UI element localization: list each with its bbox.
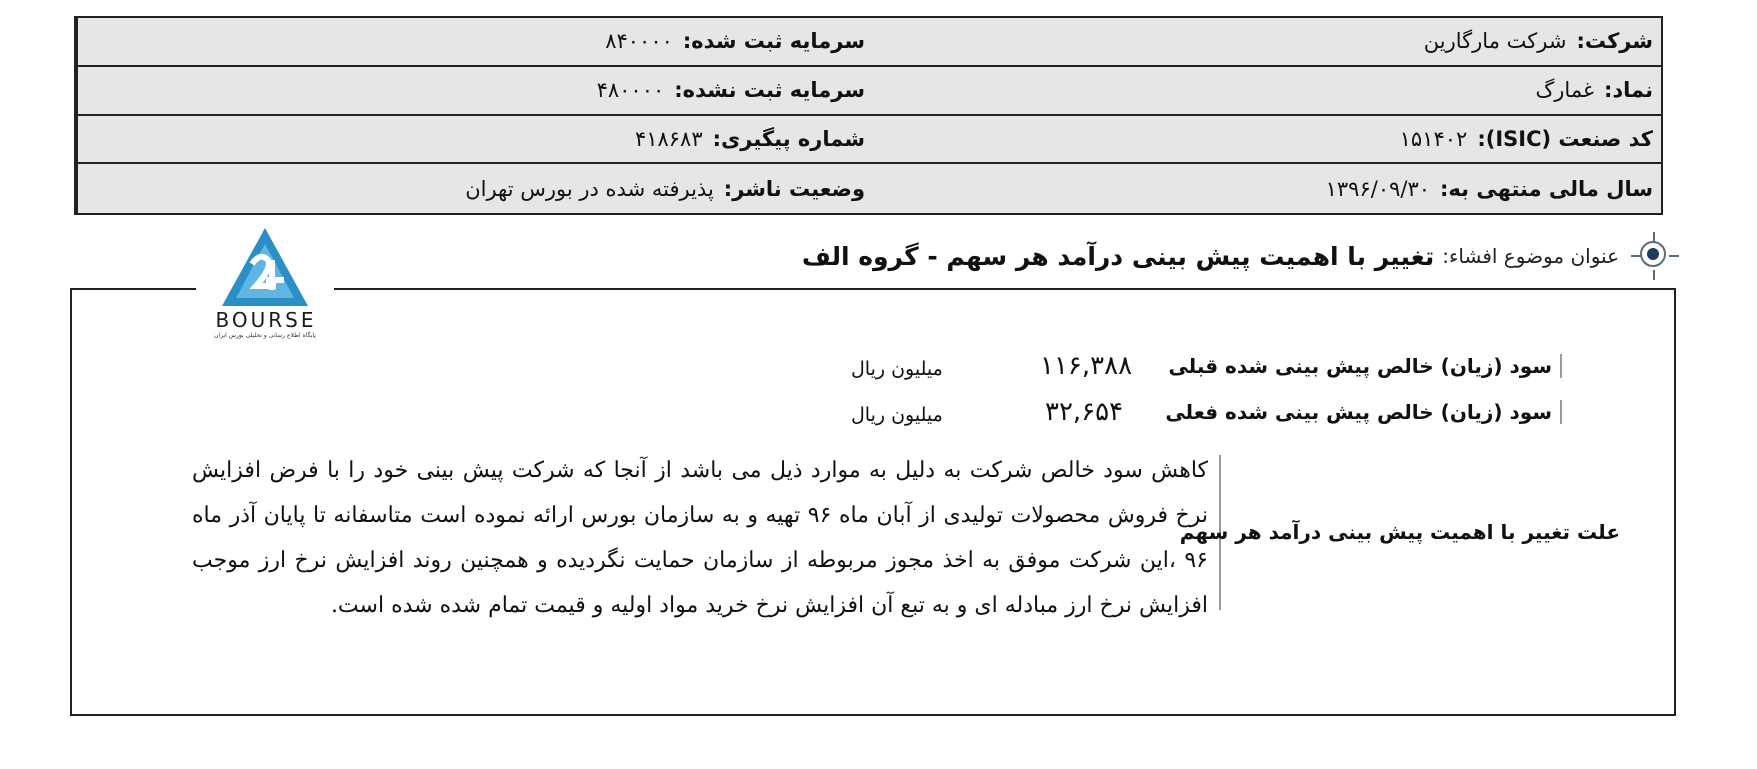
subject-prefix: عنوان موضوع افشاء: (1442, 244, 1619, 268)
previous-forecast-label: سود (زیان) خالص پیش بینی شده قبلی (1168, 354, 1562, 378)
current-forecast-label: سود (زیان) خالص پیش بینی شده فعلی (1165, 400, 1562, 424)
logo-subtitle: پایگاه اطلاع رسانی و تحلیلی بورس ایران (214, 332, 316, 339)
fiscal-year-cell (873, 164, 1661, 213)
isic-label: کد صنعت (ISIC): (1477, 126, 1653, 151)
company-info-table (74, 16, 1663, 215)
registered-capital-cell (76, 18, 873, 67)
reason-text: کاهش سود خالص شرکت به دلیل به موارد ذیل می باشد از آنجا که شرکت پیش بینی خود را با فرض افزایش نرخ فروش محصولات تولیدی از آبان ماه ۹۶ تهیه و به سازمان بورس ارائه نموده است متاسفانه تا پایان آذر ماه ۹۶ ،این شرکت موفق به اخذ مجوز مربوطه از سازمان حمایت نگردیده و همچنین روند افزایش نرخ ارز موجب افزایش نرخ ارز مبادله ای و به تبع آن افزایش نرخ خرید مواد اولیه و قیمت تمام شده شده است. (192, 458, 1208, 618)
subject-heading (802, 232, 1679, 280)
symbol-label: نماد: (1603, 78, 1653, 103)
publisher-status-cell (76, 164, 873, 213)
reason-label: علت تغییر با اهمیت پیش بینی درآمد هر سهم (1179, 520, 1620, 544)
isic-value: ۱۵۱۴۰۲ (1399, 126, 1468, 151)
symbol-cell (873, 67, 1661, 116)
registered-capital-value: ۸۴۰۰۰۰ (605, 29, 673, 54)
isic-cell (873, 116, 1661, 165)
target-pin-icon (1631, 232, 1679, 280)
fiscal-year-label: سال مالی منتهی به: (1440, 176, 1653, 201)
tracking-number-label: شماره پیگیری: (712, 126, 865, 151)
company-cell (873, 18, 1661, 67)
unregistered-capital-label: سرمایه ثبت نشده: (674, 78, 865, 103)
current-forecast-value: ۳۲,۶۵۴ (1045, 397, 1124, 427)
company-value: شرکت مارگارین (1423, 29, 1567, 54)
tracking-number-cell (76, 116, 873, 165)
registered-capital-label: سرمایه ثبت شده: (682, 29, 865, 54)
subject-title: تغییر با اهمیت پیش بینی درآمد هر سهم - گروه الف (801, 241, 1435, 271)
publisher-status-value: پذیرفته شده در بورس تهران (465, 176, 714, 201)
tracking-number-value: ۴۱۸۶۸۳ (634, 126, 703, 151)
logo-text: BOURSE (215, 308, 317, 332)
unregistered-capital-value: ۴۸۰۰۰۰ (596, 78, 665, 103)
publisher-status-label: وضعیت ناشر: (723, 176, 865, 201)
bourse-logo (196, 226, 334, 344)
symbol-value: غمارگ (1535, 78, 1594, 103)
unregistered-capital-cell (76, 67, 873, 116)
company-label: شرکت: (1576, 29, 1653, 54)
previous-forecast-value: ۱۱۶,۳۸۸ (1040, 351, 1133, 381)
bourse-logo-icon (196, 226, 334, 310)
previous-forecast-unit: میلیون ریال (851, 358, 943, 380)
fiscal-year-value: ۱۳۹۶/۰۹/۳۰ (1325, 176, 1431, 201)
current-forecast-unit: میلیون ریال (851, 404, 943, 426)
